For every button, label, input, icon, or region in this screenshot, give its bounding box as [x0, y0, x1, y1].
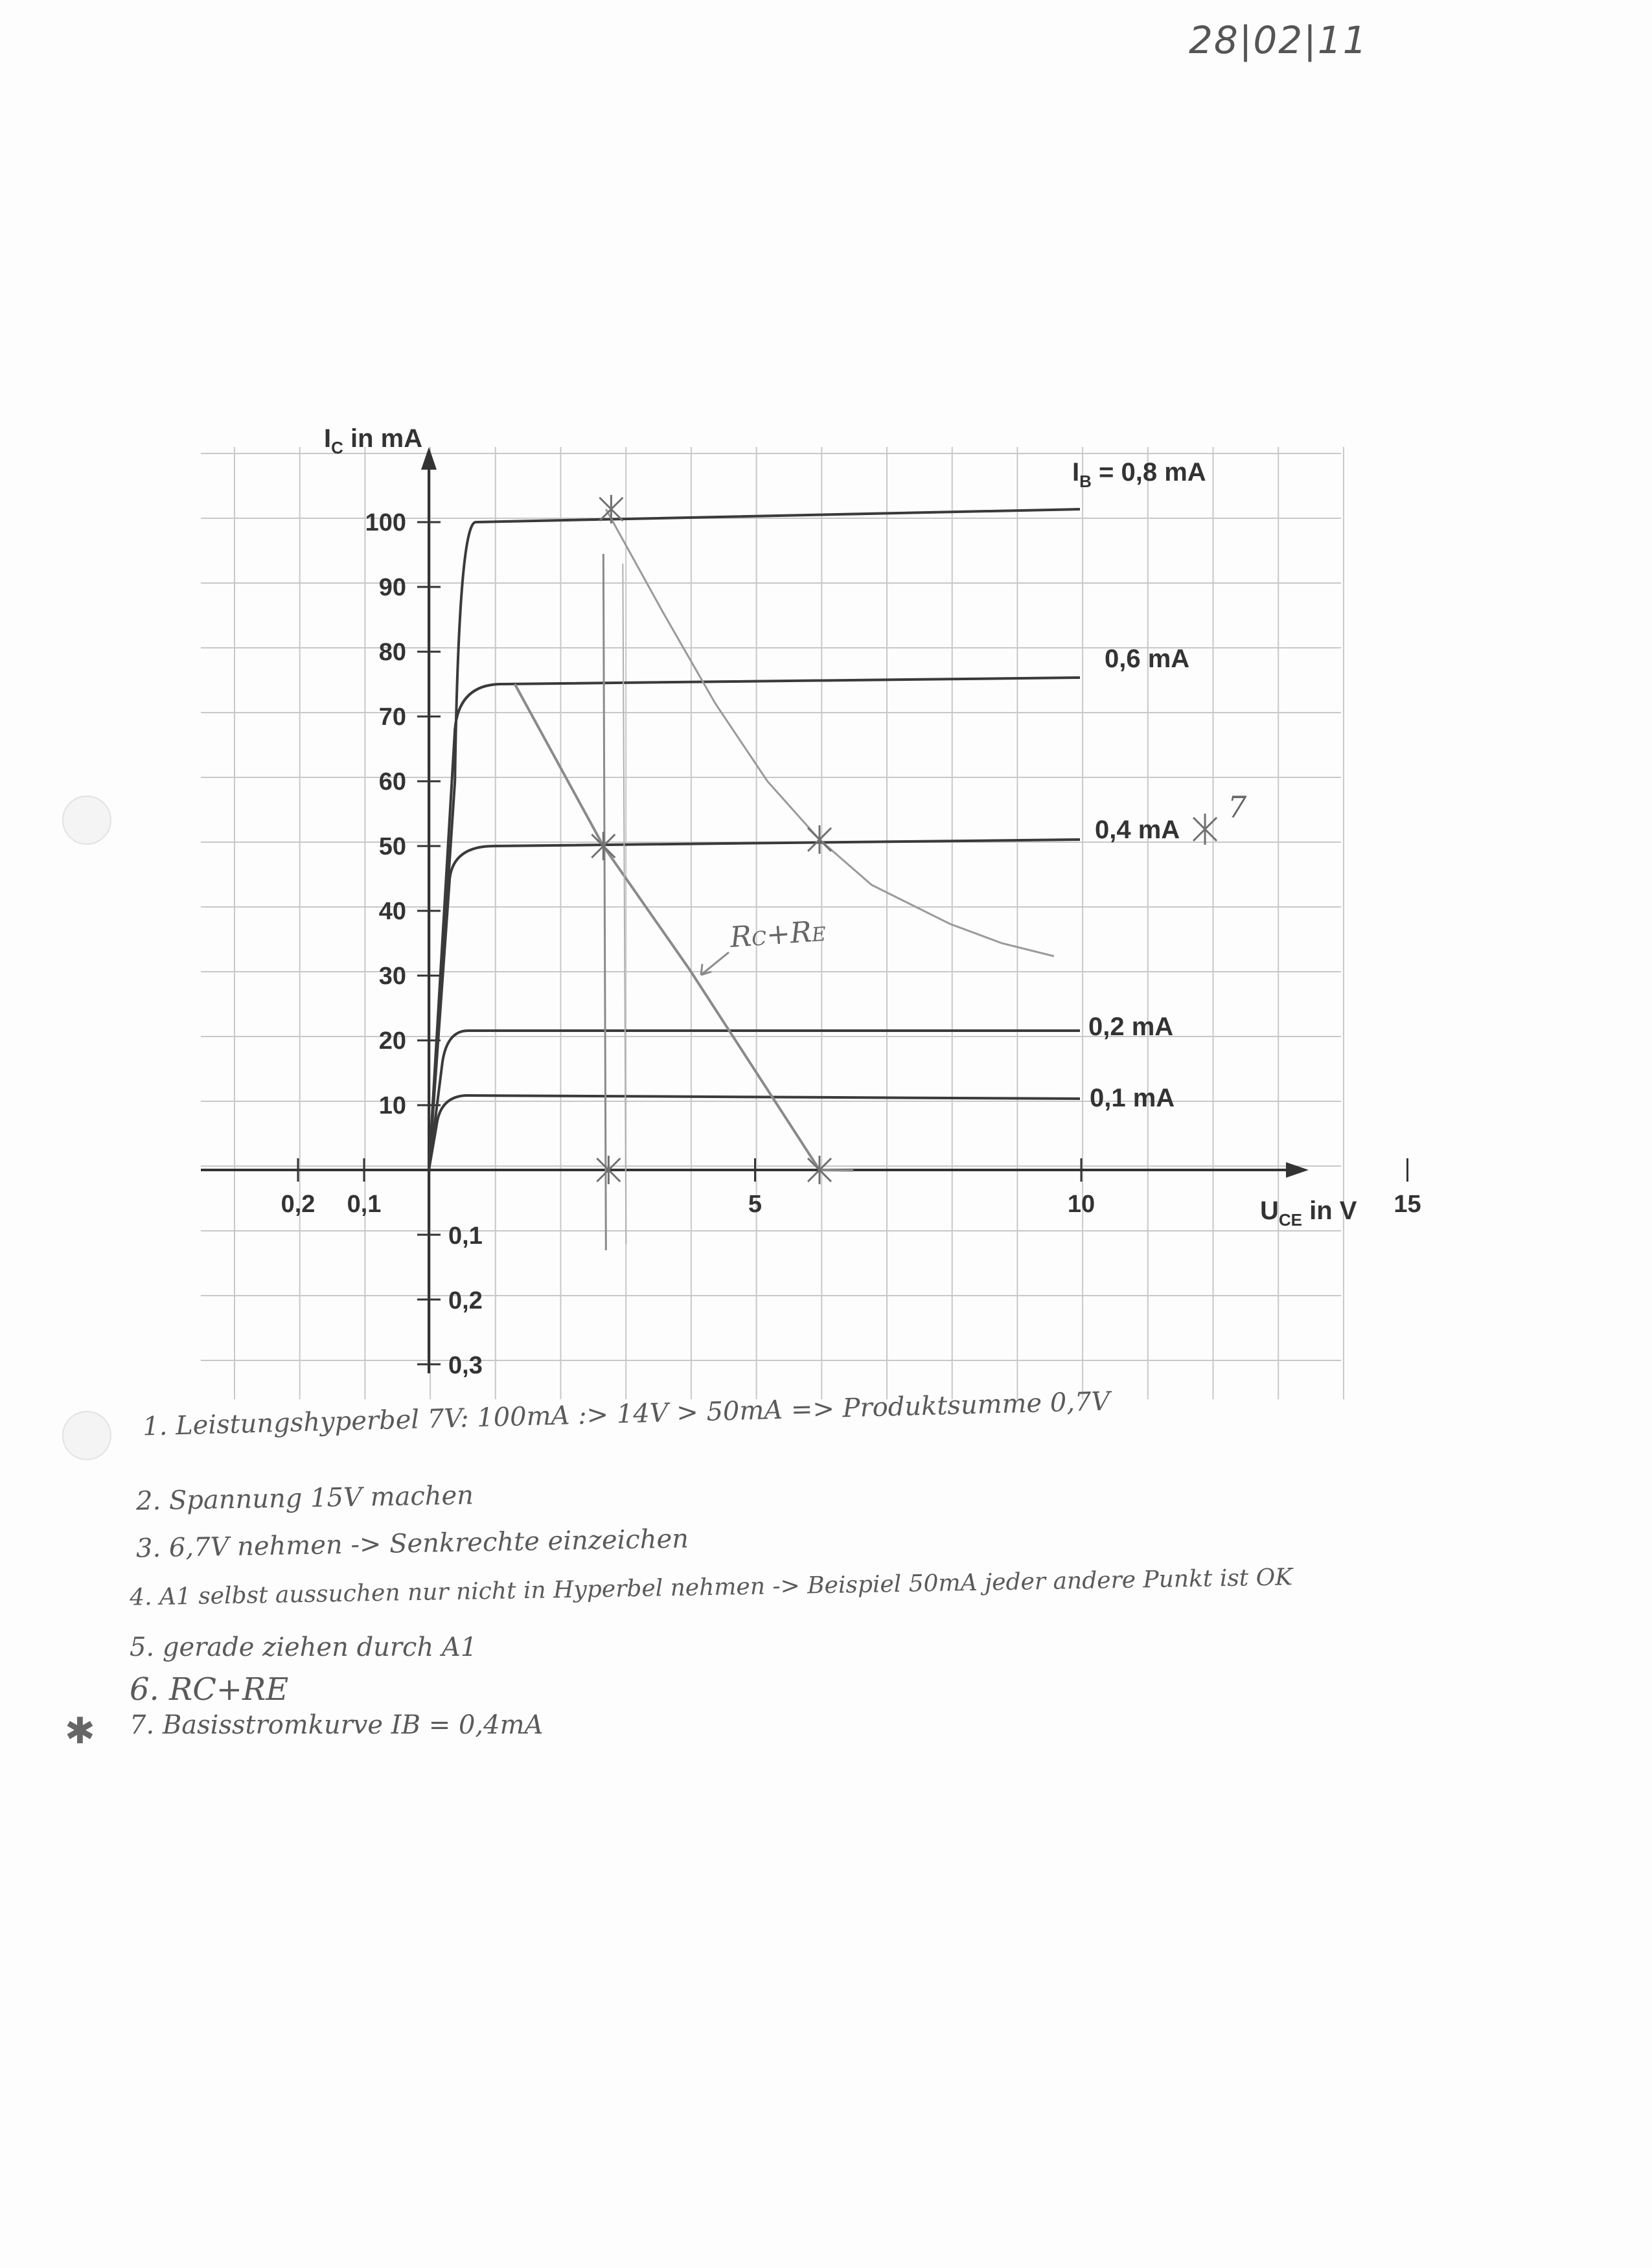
x-tick-label: 15	[1394, 1191, 1421, 1218]
x-tick-label: 10	[1067, 1191, 1096, 1218]
y-neg-tick-label: 0,1	[448, 1222, 483, 1250]
curve-label: 0,6 mA	[1105, 645, 1190, 673]
note-line-4: 4. A1 selbst aussuchen nur nicht in Hyperbel nehmen -> Beispiel 50mA jeder andere Punkt ist OK	[129, 1564, 1293, 1611]
load-line-annotation: RC+RE	[729, 915, 827, 954]
y-tick-label: 70	[378, 704, 406, 731]
y-axis-arrow	[421, 447, 437, 470]
y-tick-label: 90	[378, 574, 406, 601]
y-neg-tick-label: 0,3	[448, 1352, 483, 1379]
x-neg-tick-label: 0,1	[347, 1191, 382, 1218]
y-tick-label: 80	[378, 639, 406, 666]
x-axis-title: $U_{CE}$ in V	[1260, 1197, 1357, 1230]
x-axis-arrow	[1286, 1162, 1309, 1178]
y-tick-label: 50	[378, 833, 406, 860]
note-line-5: 5. gerade ziehen durch A1	[130, 1632, 477, 1662]
pencil-construction	[515, 495, 1247, 1250]
step-seven-marker: 7	[1228, 790, 1247, 825]
y-axis-title: $I_C$ in mA	[324, 424, 423, 457]
curve-label: 0,4 mA	[1095, 816, 1180, 844]
note-line-1: 1. Leistungshyperbel 7V: 100mA :> 14V > 50mA => Produktsumme 0,7V	[142, 1386, 1110, 1442]
y-neg-tick-label: 0,2	[448, 1287, 483, 1314]
y-tick-label: 60	[378, 768, 406, 796]
x-neg-tick-label: 0,2	[281, 1191, 315, 1218]
curve-label: 0,2 mA	[1088, 1013, 1174, 1041]
note-line-7: 7. Basisstromkurve IB = 0,4mA	[130, 1710, 544, 1740]
date-stamp: 28|02|11	[1189, 18, 1368, 62]
note-line-2: 2. Spannung 15V machen	[135, 1480, 474, 1517]
note-star-marker: ✱	[65, 1710, 95, 1752]
chart-axes	[201, 447, 1309, 1373]
characteristic-curve	[429, 840, 1080, 1170]
y-tick-label: 40	[378, 898, 406, 925]
y-tick-label: 100	[365, 509, 406, 536]
y-tick-label: 30	[378, 963, 406, 990]
y-tick-label: 10	[378, 1092, 406, 1119]
curve-label: 0,1 mA	[1090, 1084, 1175, 1112]
vertical-construction-line	[603, 554, 606, 1250]
power-hyperbola	[606, 509, 1053, 956]
characteristic-curve	[429, 1031, 1080, 1170]
note-line-3: 3. 6,7V nehmen -> Senkrechte einzeichen	[135, 1524, 689, 1564]
curve-label: $I_B = 0,8$ mA	[1072, 458, 1206, 491]
chart-ticks	[281, 509, 1652, 1379]
note-line-6: 6. RC+RE	[130, 1671, 289, 1708]
y-tick-label: 20	[378, 1027, 406, 1055]
x-tick-label: 5	[748, 1191, 763, 1218]
